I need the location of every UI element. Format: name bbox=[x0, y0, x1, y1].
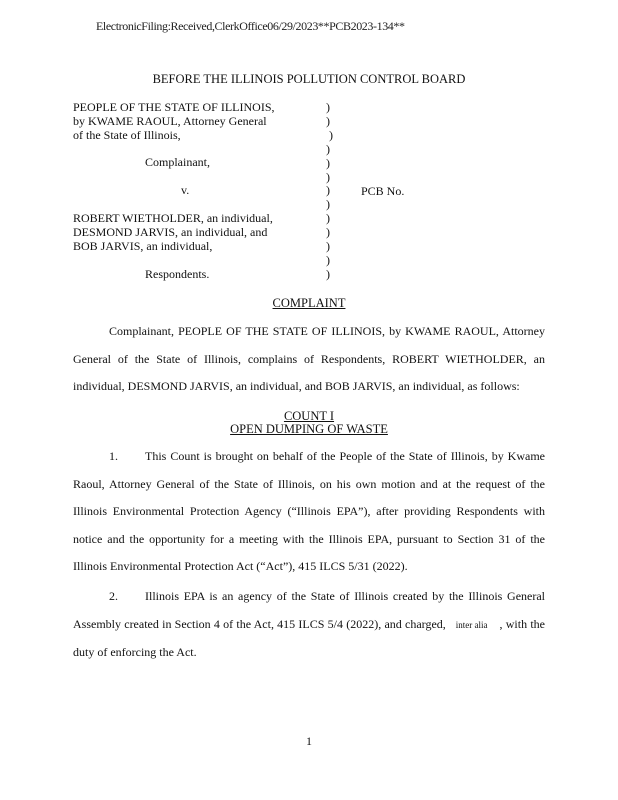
paragraph-2-text-after: , with the duty of enforcing the Act. bbox=[73, 616, 546, 659]
count-title: OPEN DUMPING OF WASTE bbox=[230, 422, 388, 436]
page-number: 1 bbox=[306, 734, 312, 748]
paragraph-1-number: 1. bbox=[109, 449, 118, 463]
paragraph-1-text: This Count is brought on behalf of the People of the State of Illinois, by Kwame Raoul, Attorney General of the State of Illinois, on his own motion and at the request of the Illinois Environmental Protection Agency (“Illinois EPA”), after providing Respondents with notice and the opportunity for a meeting with the Illinois EPA, pursuant to Section 31 of the Illinois Environmental Protection Act (“Act”), 415 ILCS 5/31 (2022). bbox=[73, 449, 545, 573]
count-number: COUNT I bbox=[283, 409, 335, 423]
respondents-label: Respondents. bbox=[145, 267, 210, 281]
document-title: COMPLAINT bbox=[272, 296, 346, 310]
board-title: BEFORE THE ILLINOIS POLLUTION CONTROL BOARD bbox=[152, 72, 466, 86]
caption-plaintiff-line-2: by KWAME RAOUL, Attorney General bbox=[73, 114, 267, 128]
caption-defendant-line-1: ROBERT WIETHOLDER, an individual, bbox=[73, 211, 273, 225]
caption-plaintiff-line-3: of the State of Illinois, bbox=[73, 128, 181, 142]
caption-defendant-line-2: DESMOND JARVIS, an individual, and bbox=[73, 225, 268, 239]
intro-paragraph bbox=[73, 318, 545, 401]
paragraph-1 bbox=[73, 443, 545, 581]
inter-alia-term: inter alia bbox=[455, 619, 488, 630]
filing-stamp: ElectronicFiling:Received,ClerkOffice06/29/2023**PCB2023-134** bbox=[96, 19, 405, 33]
paragraph-2-number: 2. bbox=[109, 589, 118, 603]
case-number-label: PCB No. bbox=[361, 184, 405, 198]
complainant-label: Complainant, bbox=[145, 155, 210, 169]
paragraph-2-text-before: Illinois EPA is an agency of the State of Illinois created by the Illinois General Assembly created in Section 4 of the Act, 415 ILCS 5/4 (2022), and charged, bbox=[73, 589, 545, 631]
versus-label: v. bbox=[181, 183, 190, 197]
intro-paragraph-text: Complainant, PEOPLE OF THE STATE OF ILLINOIS, by KWAME RAOUL, Attorney General of the State of Illinois, complains of Respondents, ROBERT WIETHOLDER, an individual, DESMOND JARVIS, an individual, and BOB JARVIS, an individual, as follows: bbox=[73, 324, 545, 393]
paragraph-2 bbox=[73, 583, 545, 667]
caption-plaintiff-line-1: PEOPLE OF THE STATE OF ILLINOIS, bbox=[73, 100, 275, 114]
caption-defendant-line-3: BOB JARVIS, an individual, bbox=[73, 239, 213, 253]
caption-paren-column: ) ) ) ) ) ) ) ) ) ) ) ) ) bbox=[326, 100, 333, 281]
